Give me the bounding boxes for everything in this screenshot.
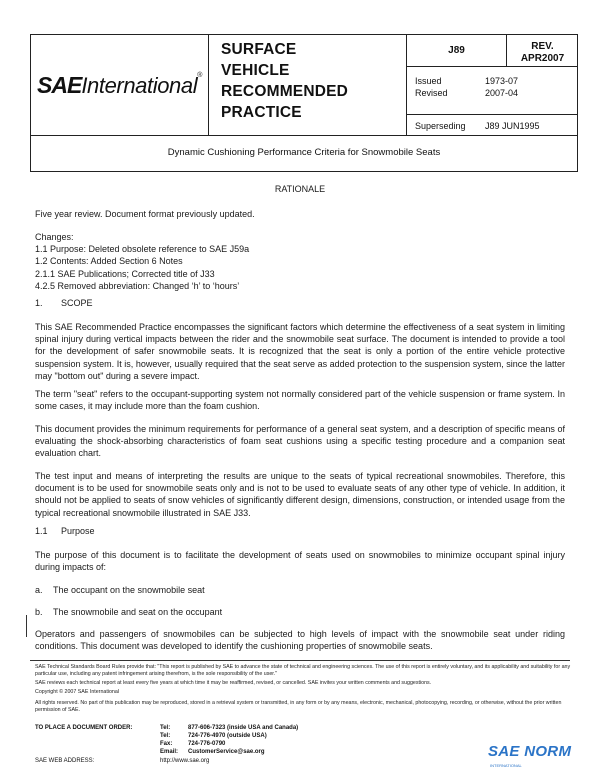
scope-paragraph-3: This document provides the minimum requirements for performance of a general seat system, and a description of specific means of evaluating the shock-absorbing characteristics of foam seat cushions using a specific testing procedure and a companion seat evaluation chart. xyxy=(35,424,565,459)
copyright: Copyright © 2007 SAE International xyxy=(35,689,119,695)
document-subtitle: Dynamic Cushioning Performance Criteria for Snowmobile Seats xyxy=(30,136,578,172)
email-link[interactable]: CustomerService@sae.org xyxy=(188,749,265,755)
rationale-heading: RATIONALE xyxy=(274,184,326,194)
scope-paragraph-1: This SAE Recommended Practice encompasses the significant factors which determine the effectiveness of a seat system in limiting spinal injury during vertical impacts between the rider and the snowmobile seat surface. The document is intended to provide a tool for the development of safer snowmobile seats. It is recognized that the seat is only a portion of the entire vehicle protective suspension system. It is, however, usually required that the seat serve as added protection to the suspension system, since the latter may "bottom out" during a severe impact. xyxy=(35,322,565,381)
changes-list: Changes: 1.1 Purpose: Deleted obsolete reference to SAE J59a 1.2 Contents: Added Section 6 Notes 2.1.1 SAE Publications; Corrected title of J33 4.2.5 Removed abbreviation: Changed ‘h’ to ‘hours’ xyxy=(35,232,250,291)
change-bar xyxy=(26,615,27,637)
revision: REV. APR2007 xyxy=(507,35,578,67)
issue-dates: Issued 1973-07 Revised 2007-04 xyxy=(407,67,578,115)
superseding: Superseding J89 JUN1995 xyxy=(415,121,540,131)
purpose-item-b: b. The snowmobile and seat on the occupant xyxy=(35,607,223,617)
purpose-item-a: a. The occupant on the snowmobile seat xyxy=(35,585,205,595)
sae-norm-subtext: INTERNATIONAL xyxy=(490,763,522,768)
scope-paragraph-2: The term "seat" refers to the occupant-supporting system not normally considered part of the vehicle suspension or frame system. In some cases, it may include more than the foam cushion. xyxy=(35,389,565,412)
review-note: SAE reviews each technical report at least every five years at which time it may be reaffirmed, revised, or cancelled. SAE invites your written comments and suggestions. xyxy=(35,680,432,686)
web-link[interactable]: http://www.sae.org xyxy=(160,758,210,764)
order-contacts: Tel: 877-606-7323 (inside USA and Canada) Tel: 724-776-4970 (outside USA) Fax: 724-776-0790 Email: CustomerService@sae.org xyxy=(160,725,299,755)
document-header xyxy=(30,34,578,136)
order-label: TO PLACE A DOCUMENT ORDER: xyxy=(35,725,133,731)
web-label: SAE WEB ADDRESS: xyxy=(35,758,95,764)
sae-norm-badge: SAE NORM xyxy=(488,743,572,760)
section-1-1-heading: 1.1 Purpose xyxy=(35,526,95,536)
rationale-text: Five year review. Document format previously updated. xyxy=(35,209,255,219)
purpose-paragraph: The purpose of this document is to facilitate the development of seats used on snowmobiles to minimize occupant spinal injury during impacts of: xyxy=(35,550,565,573)
scope-paragraph-4: The test input and means of interpreting the results are unique to the seats of typical recreational snowmobiles. Therefore, this document is to be used for snowmobile seats only and is not to be used to evaluate seats of any other type of vehicle. In addition, it should not be applied to seats of snow vehicles of significantly different design, dimensions, construction, or intended usage from the typical recreational snowmobile illustrated in SAE J33. xyxy=(35,471,565,518)
footer-rule xyxy=(30,660,570,661)
rights-note: All rights reserved. No part of this publication may be reproduced, stored in a retrieval system or transmitted, in any form or by any means, electronic, mechanical, photocopying, recording, or otherwise, without the prior written permission of SAE. xyxy=(35,700,562,714)
doc-number: J89 xyxy=(407,35,507,67)
board-rules-note: SAE Technical Standards Board Rules provide that: "This report is published by SAE to advance the state of technical and engineering sciences. The use of this report is entirely voluntary, and its applicability and suitability for any particular use, including any patent infringement arising therefrom, is the sole responsibility of the user." xyxy=(35,664,571,678)
sae-logo: SAEInternational® xyxy=(31,35,209,136)
section-1-heading: 1. SCOPE xyxy=(35,298,93,308)
document-type: SURFACE VEHICLE RECOMMENDED PRACTICE xyxy=(209,35,407,136)
purpose-paragraph-2: Operators and passengers of snowmobiles can be subjected to high levels of impact with the snowmobile seat under riding conditions. This document was developed to identify the cushioning properties of snowmobile seats. xyxy=(35,629,565,652)
